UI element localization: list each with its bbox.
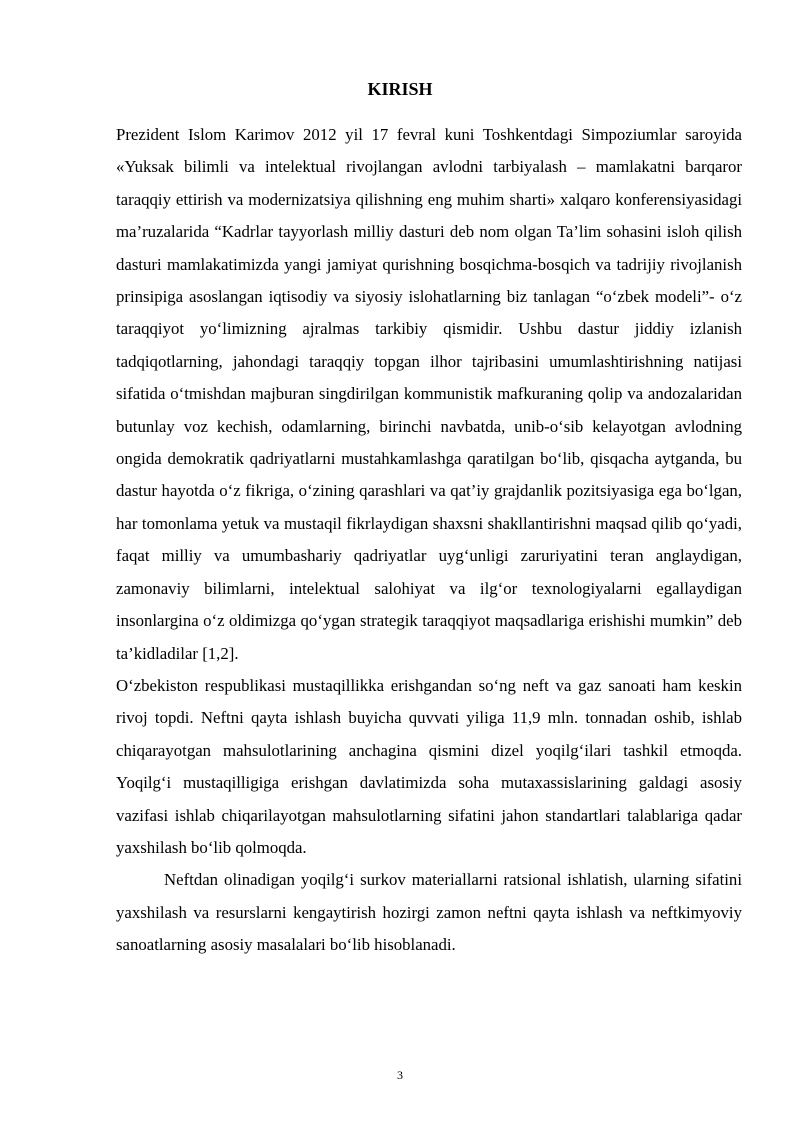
body-text <box>116 119 742 962</box>
paragraph-intro-quote: Prezident Islom Karimov 2012 yil 17 fevral kuni Toshkentdagi Simpoziumlar saroyida «Yuksak bilimli va intelektual rivojlangan avlodni tarbiyalash – mamlakatni barqaror taraqqiy ettirish va modernizatsiya qilishning eng muhim sharti» xalqaro konferensiyasidagi ma’ruzalarida “Kadrlar tayyorlash milliy dasturi deb nom olgan Ta’lim sohasini isloh qilish dasturi mamlakatimizda yangi jamiyat qurishning bosqichma-bosqich va tadrijiy rivojlanish prinsipiga asoslangan iqtisodiy va siyosiy islohatlarning biz tanlagan “o‘zbek modeli”- o‘z taraqqiyot yo‘limizning ajralmas tarkibiy qismidir. Ushbu dastur jiddiy izlanish tadqiqotlarning, jahondagi taraqqiy topgan ilhor tajribasini umumlashtirishning natijasi sifatida o‘tmishdan majburan singdirilgan kommunistik mafkuraning qolip va andozalaridan butunlay voz kechish, odamlarning, birinchi navbatda, unib-o‘sib kelayotgan avlodning ongida demokratik qadriyatlarni mustahkamlashga qaratilgan bo‘lib, qisqacha aytganda, bu dastur hayotda o‘z fikriga, o‘zining qarashlari va qat’iy grajdanlik pozitsiyasiga ega bo‘lgan, har tomonlama yetuk va mustaqil fikrlaydigan shaxsni shakllantirishni maqsad qilib qo‘yadi, faqat milliy va umumbashariy qadriyatlar uyg‘unligi zaruriyatini teran anglaydigan, zamonaviy bilimlarni, intelektual salohiyat va ilg‘or texnologiyalarni egallaydigan insonlargina o‘z oldimizga qo‘ygan strategik taraqqiyot maqsadlariga erishishi mumkin” deb ta’kidladilar [1,2]. <box>116 125 742 663</box>
page-number: 3 <box>397 1068 403 1082</box>
paragraph-fuel-materials: Neftdan olinadigan yoqilg‘i surkov materiallarni ratsional ishlatish, ularning sifatini yaxshilash va resurslarni kengaytirish hozirgi zamon neftni qayta ishlash va neftkimyoviy sanoatlarning asosiy masalalari bo‘lib hisoblanadi. <box>116 870 742 955</box>
paragraph-oil-gas-industry: O‘zbekiston respublikasi mustaqillikka erishgandan so‘ng neft va gaz sanoati ham keskin rivoj topdi. Neftni qayta ishlash buyicha quvvati yiliga 11,9 mln. tonnadan oshib, ishlab chiqarayotgan mahsulotlarining anchagina qismini dizel yoqilg‘ilari tashkil etmoqda. Yoqilg‘i mustaqilligiga erishgan davlatimizda soha mutaxassislarining galdagi asosiy vazifasi ishlab chiqarilayotgan mahsulotlarning sifatini jahon standartlari talablariga qadar yaxshilash bo‘lib qolmoqda. <box>116 675 742 857</box>
section-heading: KIRISH <box>367 79 433 99</box>
